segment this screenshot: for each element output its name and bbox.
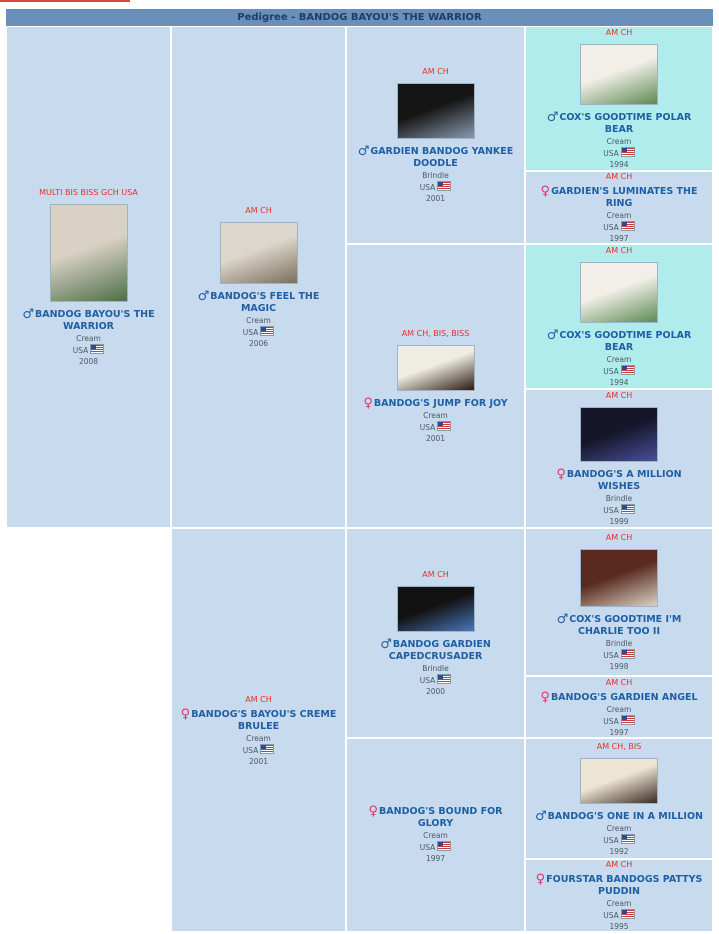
usa-flag-icon [437,181,451,191]
dog-name-text: BANDOG'S FEEL THE MAGIC [210,291,320,314]
dog-photo[interactable] [580,549,658,607]
dog-photo[interactable] [580,262,658,323]
dog-name-text: COX'S GOODTIME POLAR BEAR [559,112,692,135]
dog-titles: AM CH [605,172,633,181]
dog-name-text: GARDIEN BANDOG YANKEE DOODLE [370,146,514,169]
male-icon: ♂ [22,307,35,322]
dog-name-link[interactable] [526,112,712,136]
female-icon: ♀ [363,396,373,411]
dog-name-link[interactable] [355,398,515,410]
dog-country [420,421,452,433]
male-icon: ♂ [546,110,559,125]
dog-photo[interactable] [580,407,658,462]
dog-name-link[interactable] [526,469,712,493]
dog-color: Brindle [605,639,633,648]
dog-color: Cream [76,334,101,343]
male-icon: ♂ [357,144,370,159]
dog-photo[interactable] [580,758,658,804]
dog-name-text: FOURSTAR BANDOGS PATTYS PUDDIN [546,874,703,897]
pedigree-cell [171,528,346,932]
dog-titles: AM CH [605,533,633,542]
dog-country-text: USA [603,651,619,660]
dog-birth-year: 1995 [609,922,629,931]
female-icon: ♀ [535,872,546,887]
dog-birth-year: 1997 [609,727,629,737]
dog-color: Cream [246,733,271,743]
dog-color: Cream [423,411,448,420]
male-icon: ♂ [546,328,559,343]
dog-photo[interactable] [50,204,128,302]
dog-name-text: GARDIEN'S LUMINATES THE RING [551,186,698,209]
dog-color: Brindle [422,171,449,180]
usa-flag-icon [437,674,451,684]
dog-country [603,147,635,159]
dog-name-text: BANDOG GARDIEN CAPEDCRUSADER [388,639,491,662]
dog-name-text: BANDOG'S BAYOU'S CREME BRULEE [191,708,337,732]
dog-country-text: USA [603,223,619,232]
usa-flag-icon [621,504,635,514]
pedigree-table [5,8,714,933]
dog-country-text: USA [603,149,619,158]
pedigree-header: Pedigree - BANDOG BAYOU'S THE WARRIOR [6,9,713,26]
dog-color: Cream [606,823,632,833]
pedigree-cell [171,26,346,528]
usa-flag-icon [260,326,274,336]
pedigree-cell [525,244,713,389]
dog-name-text: BANDOG BAYOU'S THE WARRIOR [35,309,155,332]
dog-photo[interactable] [580,44,658,105]
dog-country [243,744,275,756]
dog-country-text: USA [603,716,619,726]
dog-titles: AM CH [605,860,633,869]
dog-name-link[interactable] [347,806,524,830]
usa-flag-icon [437,421,451,431]
pedigree-cell [346,244,525,528]
dog-titles: AM CH, BIS [596,741,642,751]
female-icon: ♀ [180,706,191,722]
dog-country-text: USA [603,835,619,845]
dog-birth-year: 1997 [425,854,446,863]
dog-name-link[interactable] [532,689,705,705]
male-icon: ♂ [556,612,569,627]
usa-flag-icon [90,344,104,354]
pedigree-cell [346,26,525,244]
dog-name-link[interactable] [347,146,524,170]
dog-titles: AM CH [605,391,633,400]
dog-country [603,504,635,516]
usa-flag-icon [621,715,635,725]
pedigree-cell [525,738,713,859]
dog-country-text: USA [603,911,619,920]
female-icon: ♀ [368,804,379,819]
dog-country-text: USA [419,676,436,685]
dog-birth-year: 1999 [609,517,629,526]
pedigree-cell [525,859,713,932]
usa-flag-icon [621,365,635,375]
dog-country-text: USA [242,745,259,755]
dog-name-text: COX'S GOODTIME I'M CHARLIE TOO II [569,614,682,637]
dog-name-text: BANDOG'S A MILLION WISHES [566,469,682,492]
dog-name-link[interactable] [7,309,170,333]
dog-titles: AM CH [245,694,272,704]
dog-color: Cream [423,831,448,840]
dog-name-link[interactable] [526,874,712,898]
dog-color: Brindle [605,494,633,503]
dog-country [73,344,105,356]
dog-titles: AM CH [605,677,633,687]
usa-flag-icon [621,649,635,659]
male-icon: ♂ [197,289,210,304]
dog-country [420,841,452,853]
dog-color: Cream [246,316,271,325]
dog-country [603,909,635,921]
dog-name-link[interactable] [526,330,712,354]
dog-country-text: USA [72,346,89,355]
dog-titles: MULTI BIS BISS GCH USA [39,188,138,197]
usa-flag-icon [260,744,274,754]
dog-photo[interactable] [397,83,475,139]
dog-color: Cream [606,899,632,908]
dog-name-link[interactable] [172,291,345,315]
dog-titles: AM CH [422,570,449,579]
dog-name-text: BANDOG'S ONE IN A MILLION [547,810,703,822]
pedigree-cell [525,676,713,738]
dog-country [420,181,452,193]
dog-country-text: USA [242,328,259,337]
dog-color: Brindle [422,664,449,673]
male-icon: ♂ [535,808,547,824]
pedigree-cell [525,389,713,528]
usa-flag-icon [437,841,451,851]
pedigree-cell [6,26,171,528]
usa-flag-icon [621,909,635,919]
dog-name-text: BANDOG'S JUMP FOR JOY [373,398,508,409]
dog-name-text: COX'S GOODTIME POLAR BEAR [559,330,692,353]
dog-name-link[interactable] [347,639,524,663]
dog-birth-year: 2008 [78,357,99,366]
female-icon: ♀ [540,184,551,199]
dog-photo[interactable] [397,345,475,391]
dog-name-link[interactable] [526,186,712,210]
dog-birth-year: 1994 [609,160,629,169]
dog-name-link[interactable] [172,706,345,733]
usa-flag-icon [621,834,635,844]
dog-photo[interactable] [397,586,475,632]
pedigree-cell [346,528,525,738]
dog-country-text: USA [419,423,436,432]
dog-birth-year: 2000 [425,687,446,696]
dog-birth-year: 1992 [609,846,629,856]
dog-birth-year: 1997 [609,234,629,243]
dog-country-text: USA [419,183,436,192]
usa-flag-icon [621,147,635,157]
dog-birth-year: 2001 [248,756,269,766]
dog-birth-year: 2001 [425,194,446,203]
dog-country [243,326,275,338]
dog-birth-year: 2001 [425,434,446,443]
pedigree-cell [525,26,713,171]
dog-color: Cream [606,211,632,220]
dog-country-text: USA [419,843,436,852]
dog-country [603,834,635,846]
dog-country [603,649,635,661]
dog-country [603,715,635,727]
dog-birth-year: 2006 [248,339,269,348]
usa-flag-icon [621,221,635,231]
dog-photo[interactable] [220,222,298,284]
female-icon: ♀ [540,689,550,705]
dog-name-link[interactable] [527,808,711,824]
dog-country [603,365,635,377]
pedigree-cell [525,528,713,676]
dog-country [603,221,635,233]
dog-country [420,674,452,686]
male-icon: ♂ [380,637,392,652]
dog-titles: AM CH [245,206,272,215]
dog-titles: AM CH [422,67,449,76]
dog-country-text: USA [603,367,619,376]
dog-name-link[interactable] [526,614,712,638]
dog-country-text: USA [603,506,619,515]
dog-name-text: BANDOG'S BOUND FOR GLORY [379,806,503,829]
dog-color: Cream [606,137,632,146]
dog-color: Cream [606,704,632,714]
female-icon: ♀ [556,467,566,482]
dog-birth-year: 1998 [609,662,629,671]
dog-titles: AM CH, BIS, BISS [401,329,470,338]
dog-birth-year: 1994 [609,378,629,387]
dog-titles: AM CH [605,246,633,255]
top-accent-line [0,0,130,2]
pedigree-cell [346,738,525,932]
dog-name-text: BANDOG'S GARDIEN ANGEL [550,691,698,703]
pedigree-cell [525,171,713,244]
dog-color: Cream [606,355,632,364]
dog-titles: AM CH [605,28,633,37]
